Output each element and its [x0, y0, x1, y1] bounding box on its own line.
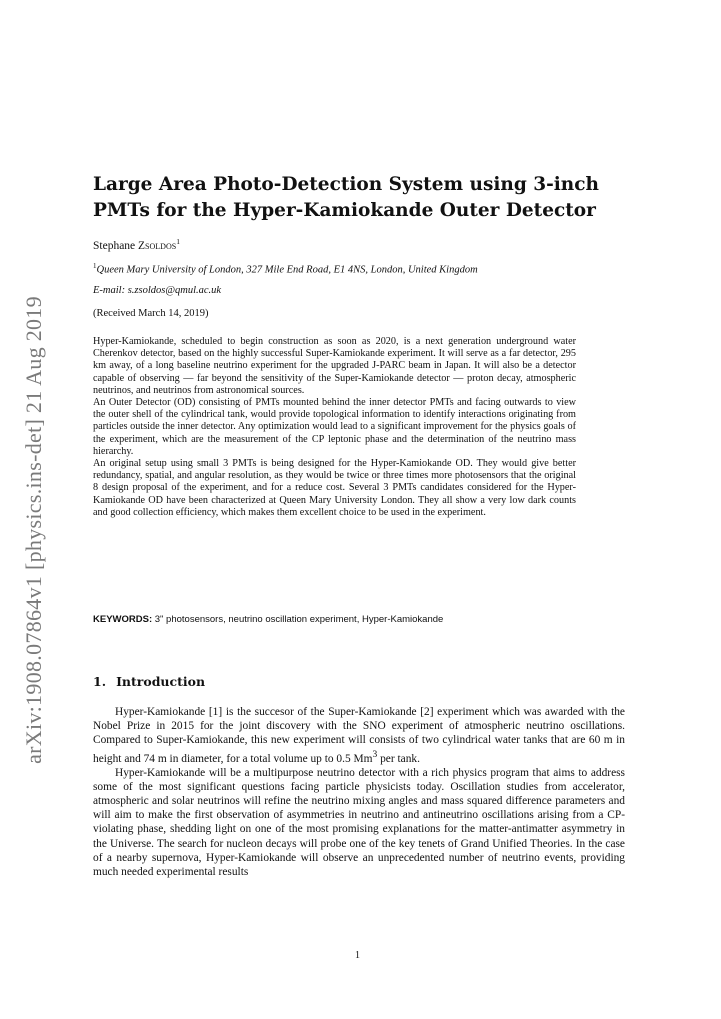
section-heading	[93, 674, 205, 689]
affiliation	[93, 262, 478, 276]
keywords	[93, 614, 443, 625]
section-title: Introduction	[116, 674, 206, 689]
author-last-name: Zsoldos	[138, 239, 177, 252]
affil-mark: 1	[93, 262, 97, 270]
abstract	[93, 336, 576, 519]
body-p1-text: Hyper-Kamiokande [1] is the succesor of the Super-Kamiokande [2] experiment which was awarded with the Nobel Prize in 2015 for the joint discovery with the SNO experiment of atmospheric neutrino oscillations. Compared to Super-Kamiokande, this new experiment will consists of two cylindrical water tanks that are 60 m in height and 74 m in diameter, for a total volume up to 0.5 Mm	[93, 706, 625, 765]
arxiv-id: arXiv:1908.07864v1 [physics.ins-det] 21 Aug 2019	[21, 295, 46, 764]
paper-title: Large Area Photo-Detection System using 3-inch PMTs for the Hyper-Kamiokande Outer Detector	[93, 174, 599, 221]
body-paragraph: Hyper-Kamiokande will be a multipurpose neutrino detector with a rich physics program that aims to address some of the most significant questions facing particle physicists today. Oscillation studies from accelerator, atmospheric and solar neutrinos will refine the neutrino mixing angles and mass squared difference parameters and will aim to make the first observation of asymmetries in neutrino and antineutrino oscillations arising from a CP-violating phase, shedding light on one of the most promising explanations for the matter-antimatter asymmetry in the Universe. The search for nucleon decays will probe one of the key tenets of Grand Unified Theories. In the case of a nearby supernova, Hyper-Kamiokande will observe an unprecedented number of neutrino events, providing much needed experimental results	[93, 766, 625, 879]
author-first-name: Stephane	[93, 239, 139, 252]
abstract-paragraph: An Outer Detector (OD) consisting of PMTs mounted behind the inner detector PMTs and facing outwards to view the outer shell of the cylindrical tank, would provide topological information to identify interactions originating from particles outside the inner detector. Any optimization would lead to a significant improvement for the physics goals of the experiment, which are the measurement of the CP leptonic phase and the determination of the neutrino mass hierarchy.	[93, 397, 576, 457]
body-text	[93, 705, 625, 879]
arxiv-watermark	[22, 287, 46, 772]
body-p1-end: per tank.	[377, 752, 420, 765]
page-number: 1	[355, 950, 360, 961]
author-affil-mark: 1	[176, 237, 180, 246]
body-p1-sup: 3	[372, 749, 378, 760]
abstract-paragraph: An original setup using small 3 PMTs is being designed for the Hyper-Kamiokande OD. They would give better redundancy, spatial, and angular resolution, as they would be twice or three times more photosensors that the original 8 design proposal of the experiment, and for a reduce cost. Several 3 PMTs candidates considered for the Hyper-Kamiokande OD have been characterized at Queen Mary University London. They all show a very low dark counts and good collection efficiency, which makes them excellent choice to be used in the experiment.	[93, 458, 576, 518]
keywords-text: 3" photosensors, neutrino oscillation experiment, Hyper-Kamiokande	[152, 614, 444, 625]
abstract-paragraph: Hyper-Kamiokande, scheduled to begin construction as soon as 2020, is a next generation underground water Cherenkov detector, based on the highly successful Super-Kamiokande experiment. It will serve as a far detector, 295 km away, of a long baseline neutrino experiment for the upgraded J-PARC beam in Japan. It will also be a detector capable of observing — far beyond the sensitivity of the Super-Kamiokande detector — proton decay, atmospheric neutrinos, and neutrinos from astronomical sources.	[93, 336, 576, 396]
affil-text: Queen Mary University of London, 327 Mile End Road, E1 4NS, London, United Kingdom	[96, 264, 478, 276]
section-number: 1.	[93, 674, 107, 689]
keywords-label: KEYWORDS:	[93, 614, 153, 625]
received-date: (Received March 14, 2019)	[93, 308, 209, 319]
author-email: E-mail: s.zsoldos@qmul.ac.uk	[93, 285, 222, 296]
body-paragraph	[93, 705, 625, 766]
author-line	[93, 237, 180, 252]
